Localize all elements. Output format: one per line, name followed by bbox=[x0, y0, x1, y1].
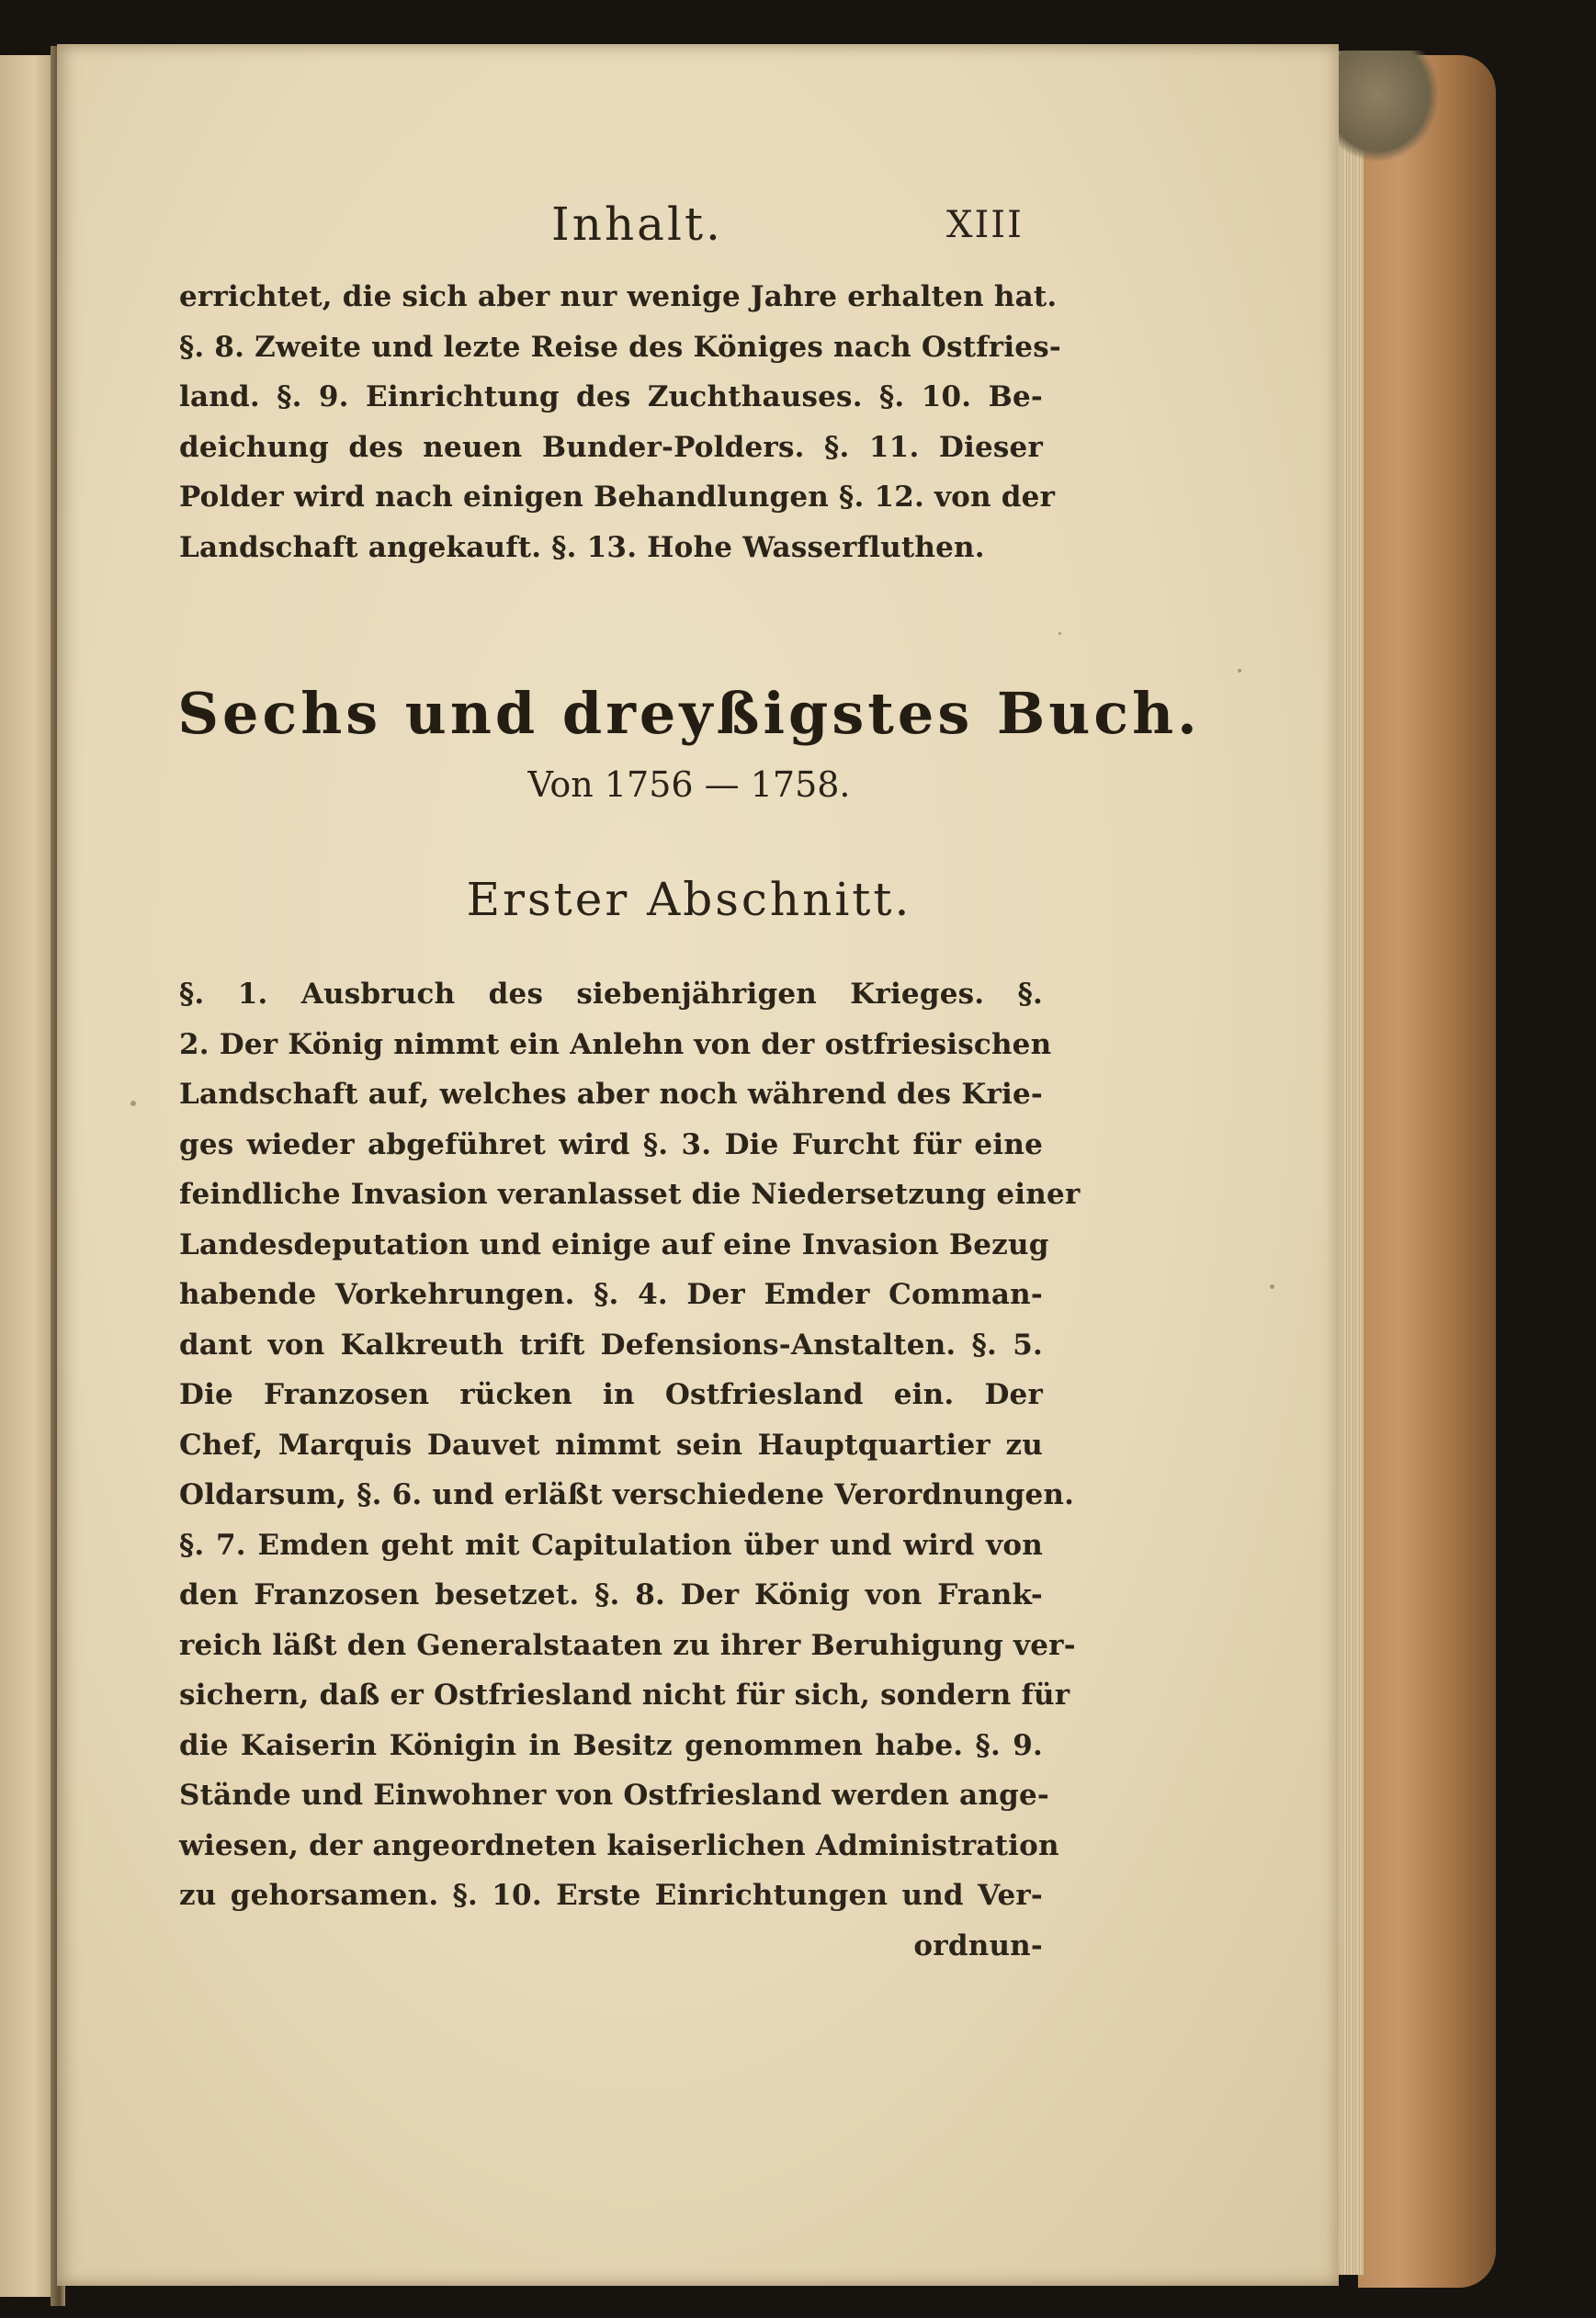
text-line: Landesdeputation und einige auf eine Invasion Bezug bbox=[179, 1227, 1049, 1261]
text-line: den Franzosen besetzet. §. 8. Der König von Frank- bbox=[179, 1578, 1043, 1611]
text-line: land. §. 9. Einrichtung des Zuchthauses. §. 10. Be- bbox=[179, 380, 1043, 413]
text-line: Landschaft angekauft. §. 13. Hohe Wasserfluthen. bbox=[179, 530, 985, 564]
text-line: Oldarsum, §. 6. und erläßt verschiedene Verordnungen. bbox=[179, 1478, 1075, 1511]
catchword: ordnun- bbox=[913, 1928, 1043, 1962]
paper-speck bbox=[1238, 669, 1241, 673]
book-title: Sechs und dreyßigstes Buch. bbox=[177, 680, 1201, 747]
text-line: 2. Der König nimmt ein Anlehn von der ostfriesischen bbox=[179, 1027, 1052, 1061]
text-line: zu gehorsamen. §. 10. Erste Einrichtungen und Ver- bbox=[179, 1879, 1043, 1912]
text-line: die Kaiserin Königin in Besitz genommen habe. §. 9. bbox=[179, 1728, 1043, 1762]
text-line: ges wieder abgeführet wird §. 3. Die Furcht für eine bbox=[179, 1127, 1043, 1161]
facing-page-edge bbox=[0, 55, 57, 2297]
section-summary bbox=[179, 969, 1081, 1971]
text-line: Chef, Marquis Dauvet nimmt sein Hauptquartier zu bbox=[179, 1428, 1043, 1462]
book-date-range: Von 1756 — 1758. bbox=[527, 764, 851, 805]
text-line: wiesen, der angeordneten kaiserlichen Administration bbox=[179, 1828, 1059, 1862]
intro-paragraph bbox=[179, 272, 1061, 572]
section-title: Erster Abschnitt. bbox=[466, 873, 912, 926]
text-line: Die Franzosen rücken in Ostfriesland ein. Der bbox=[179, 1378, 1043, 1411]
text-line: §. 8. Zweite und lezte Reise des Königes nach Ostfries- bbox=[179, 330, 1061, 364]
text-line: Polder wird nach einigen Behandlungen §. 12. von der bbox=[179, 481, 1056, 514]
running-header: Inhalt. bbox=[551, 198, 723, 251]
text-line: dant von Kalkreuth trift Defensions-Anstalten. §. 5. bbox=[179, 1328, 1043, 1362]
text-line: errichtet, die sich aber nur wenige Jahre erhalten hat. bbox=[179, 280, 1058, 313]
text-line: deichung des neuen Bunder-Polders. §. 11. Dieser bbox=[179, 430, 1043, 464]
text-line: Stände und Einwohner von Ostfriesland werden ange- bbox=[179, 1779, 1049, 1812]
page-number: XIII bbox=[946, 204, 1024, 246]
text-line: habende Vorkehrungen. §. 4. Der Emder Comman- bbox=[179, 1278, 1043, 1311]
text-line: §. 7. Emden geht mit Capitulation über und wird von bbox=[179, 1528, 1043, 1562]
book-cover bbox=[1358, 55, 1496, 2288]
text-line: sichern, daß er Ostfriesland nicht für sich, sondern für bbox=[179, 1679, 1070, 1712]
text-line: feindliche Invasion veranlasset die Niedersetzung einer bbox=[179, 1178, 1081, 1211]
paper-speck bbox=[1058, 632, 1061, 635]
paper-speck bbox=[130, 1101, 136, 1106]
paper-speck bbox=[1270, 1284, 1274, 1289]
text-line: reich läßt den Generalstaaten zu ihrer Beruhigung ver- bbox=[179, 1628, 1076, 1662]
text-line: §. 1. Ausbruch des siebenjährigen Krieges. §. bbox=[179, 978, 1043, 1011]
cover-wear bbox=[1337, 51, 1438, 161]
text-line: Landschaft auf, welches aber noch während des Krie- bbox=[179, 1078, 1043, 1111]
